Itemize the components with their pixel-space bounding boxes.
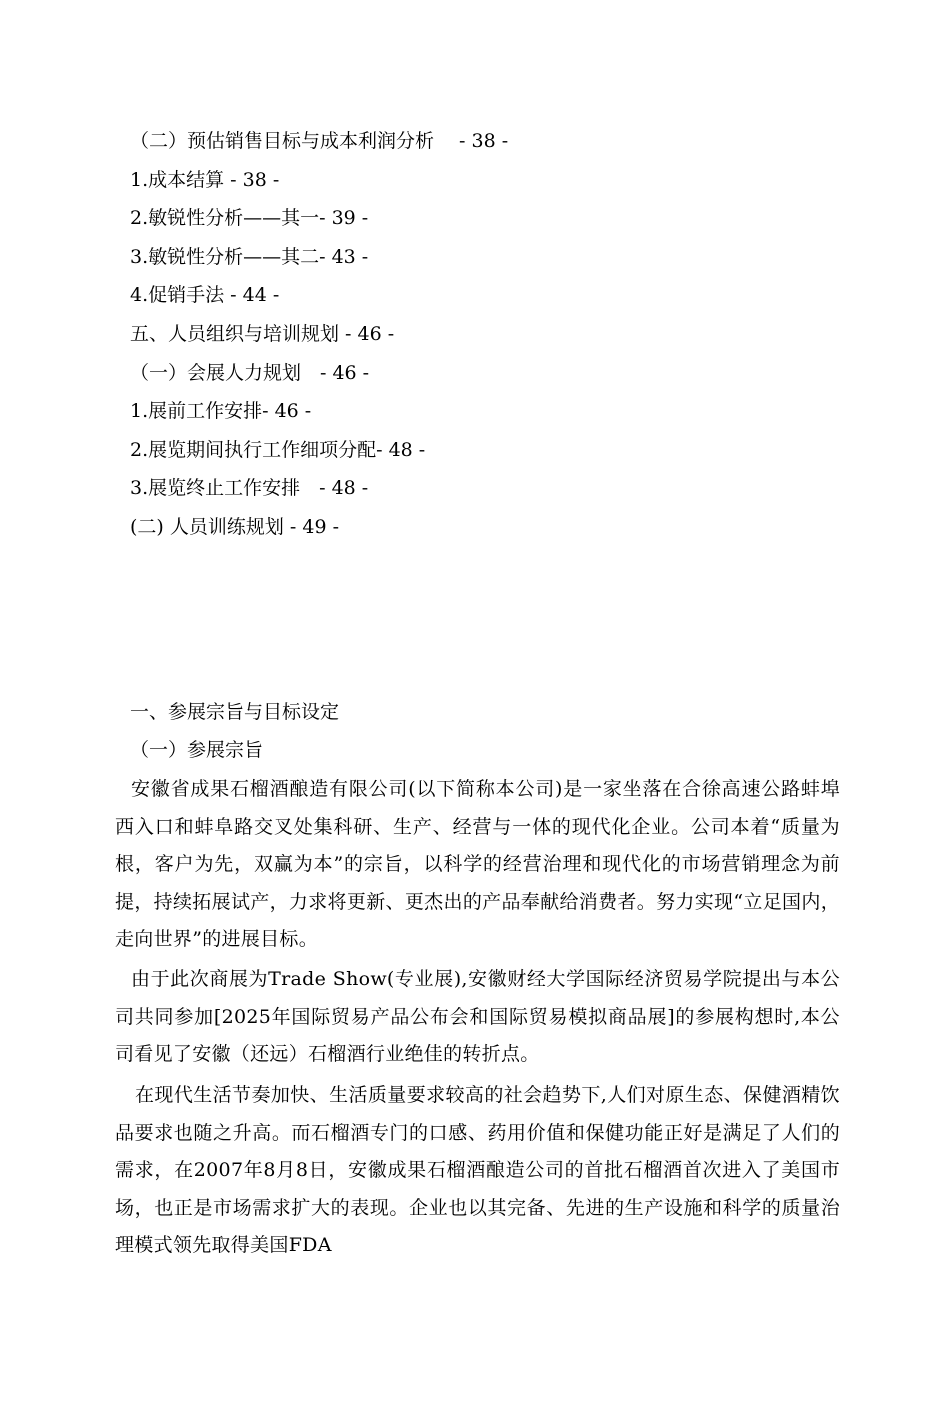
toc-entry: 2.展览期间执行工作细项分配- 48 - — [130, 438, 426, 461]
toc-entry: 3.展览终止工作安排 - 48 - — [130, 477, 369, 500]
toc-entry: （二）预估销售目标与成本利润分析 - 38 - — [130, 130, 509, 152]
paragraph: 在现代生活节奏加快、生活质量要求较高的社会趋势下,人们对原生态、保健酒精饮品要求也随之升高。而石榴酒专门的口感、药用价值和保健功能正好是满足了人们的需求，在2007年8月8日，安徽成果石榴酒酿造公司的首批石榴酒首次进入了美国市场，也正是市场需求扩大的表现。企业也以其完备、先进的生产设施和科学的质量治理模式领先取得美国FDA — [115, 1084, 840, 1256]
section-title: 一、参展宗旨与目标设定 — [130, 701, 340, 723]
toc-entry: 1.展前工作安排- 46 - — [130, 400, 312, 423]
paragraph: 安徽省成果石榴酒酿造有限公司(以下简称本公司)是一家坐落在合徐高速公路蚌埠西入口和蚌阜路交叉处集科研、生产、经营与一体的现代化企业。公司本着“质量为根，客户为先，双赢为本”的宗旨，以科学的经营治理和现代化的市场营销理念为前提，持续拓展试产，力求将更新、更杰出的产品奉献给消费者。努力实现“立足国内，走向世界”的进展目标。 — [115, 778, 840, 950]
toc-entry: 2.敏锐性分析——其一- 39 - — [130, 207, 369, 230]
toc-entry: (二) 人员训练规划 - 49 - — [130, 515, 340, 538]
toc-entry: 3.敏锐性分析——其二- 43 - — [130, 245, 369, 268]
table-of-contents — [130, 122, 830, 547]
toc-entry: 4.促销手法 - 44 - — [130, 284, 280, 307]
toc-entry: 1.成本结算 - 38 - — [130, 168, 280, 191]
section-subtitle: （一）参展宗旨 — [130, 739, 264, 761]
paragraph: 由于此次商展为Trade Show(专业展),安徽财经大学国际经济贸易学院提出与本公司共同参加[2025年国际贸易产品公布会和国际贸易模拟商品展]的参展构想时,本公司看见了安徽（还远）石榴酒行业绝佳的转折点。 — [115, 968, 840, 1065]
toc-entry: 五、人员组织与培训规划 - 46 - — [130, 322, 395, 345]
toc-entry: （一）会展人力规划 - 46 - — [130, 361, 370, 384]
